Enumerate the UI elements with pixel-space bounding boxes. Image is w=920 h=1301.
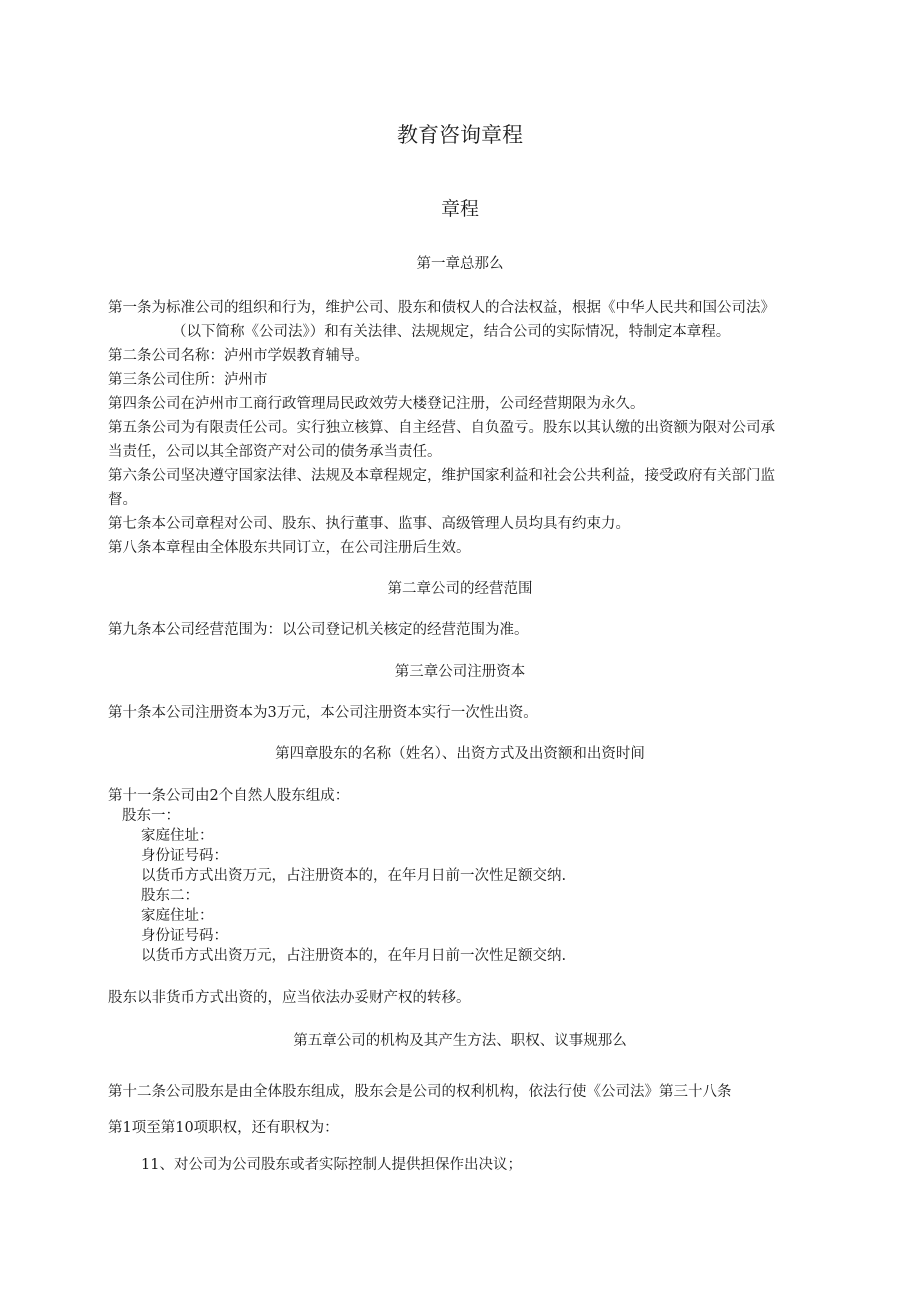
chapter-heading-1: 第一章总那么	[416, 256, 504, 272]
article-12-line-1: 第十二条公司股东是由全体股东组成，股东会是公司的权利机构，依法行使《公司法》第三十八条	[108, 1084, 732, 1100]
shareholder-1-contribution: 以货币方式出资万元，占注册资本的，在年月日前一次性足额交纳.	[141, 868, 567, 884]
shareholder-2-address: 家庭住址：	[141, 908, 214, 924]
article-5-line-1: 第五条公司为有限责任公司。实行独立核算、自主经营、自负盈亏。股东以其认缴的出资额为限对公司承	[108, 420, 775, 436]
article-11: 第十一条公司由2个自然人股东组成：	[108, 788, 350, 804]
article-9: 第九条本公司经营范围为：以公司登记机关核定的经营范围为准。	[108, 622, 529, 638]
article-5-line-2: 当责任，公司以其全部资产对公司的债务承当责任。	[108, 444, 442, 460]
article-1-line-2: （以下简称《公司法》）和有关法律、法规规定，结合公司的实际情况，特制定本章程。	[172, 324, 731, 340]
non-cash-contribution: 股东以非货币方式出资的，应当依法办妥财产权的转移。	[108, 990, 471, 1006]
shareholder-2-label: 股东二：	[141, 888, 199, 904]
article-12-line-2: 第1项至第10项职权，还有职权为：	[108, 1120, 339, 1136]
shareholder-2-id: 身份证号码：	[141, 928, 228, 944]
article-2: 第二条公司名称：泸州市学娱教育辅导。	[108, 348, 369, 364]
article-6-line-1: 第六条公司坚决遵守国家法律、法规及本章程规定，维护国家利益和社会公共利益，接受政府有关部门监	[108, 468, 775, 484]
article-12-item-11: 11、对公司为公司股东或者实际控制人提供担保作出决议；	[141, 1157, 522, 1173]
article-10: 第十条本公司注册资本为3万元，本公司注册资本实行一次性出资。	[108, 705, 538, 721]
article-3: 第三条公司住所：泸州市	[108, 372, 268, 388]
shareholder-1-id: 身份证号码：	[141, 848, 228, 864]
shareholder-2-contribution: 以货币方式出资万元，占注册资本的，在年月日前一次性足额交纳.	[141, 948, 567, 964]
document-subtitle: 章程	[440, 198, 479, 220]
shareholder-1-address: 家庭住址：	[141, 828, 214, 844]
article-6-line-2: 督。	[108, 492, 137, 508]
article-4: 第四条公司在泸州市工商行政管理局民政效劳大楼登记注册，公司经营期限为永久。	[108, 396, 645, 412]
article-8: 第八条本章程由全体股东共同订立，在公司注册后生效。	[108, 540, 471, 556]
shareholder-1-label: 股东一：	[122, 808, 180, 824]
chapter-heading-5: 第五章公司的机构及其产生方法、职权、议事规那么	[293, 1033, 627, 1049]
chapter-heading-3: 第三章公司注册资本	[394, 664, 526, 680]
chapter-heading-4: 第四章股东的名称（姓名）、出资方式及出资额和出资时间	[275, 746, 645, 762]
chapter-heading-2: 第二章公司的经营范围	[387, 581, 533, 597]
document-title: 教育咨询章程	[397, 123, 523, 147]
article-7: 第七条本公司章程对公司、股东、执行董事、监事、高级管理人员均具有约束力。	[108, 516, 630, 532]
article-1-line-1: 第一条为标准公司的组织和行为，维护公司、股东和债权人的合法权益，根据《中华人民共和国公司法》	[108, 300, 775, 316]
